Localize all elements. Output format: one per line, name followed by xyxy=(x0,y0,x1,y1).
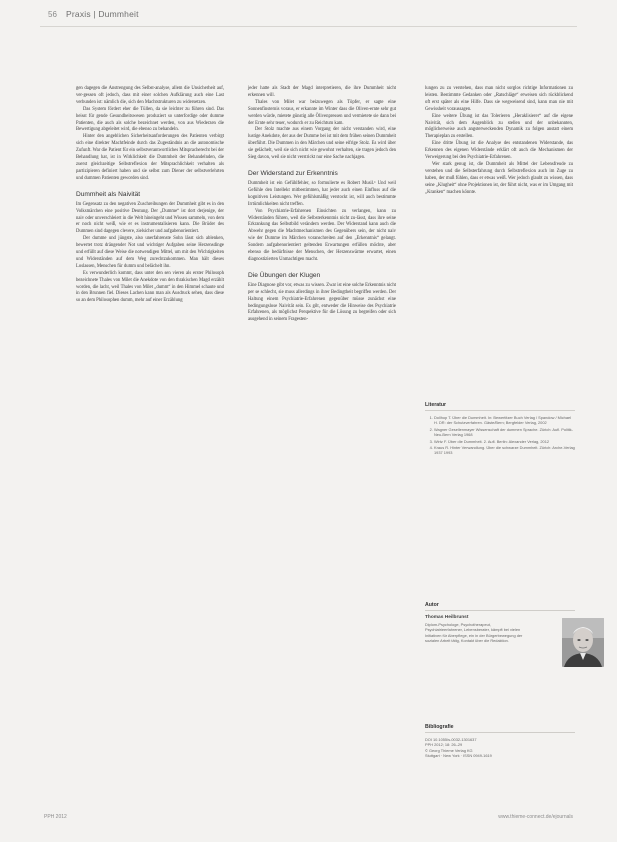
header-rule xyxy=(40,26,577,27)
author-bio: Diplom-Psychologe, Psychotherapeut, Psychiatrieerfahrener, Lebensberater, kämpft bei vielen Initiativen für Aberpflege, ein in der Bürgerbewegung der sozialen Arbeit tätig, Kontakt über die Redaktion. xyxy=(425,622,523,643)
paragraph: Es verwunderlich kommt, dass unter den sen vieren als erster Philosoph bezeichnete Thales von Milet die Anekdote von den thrakischen Magd erzählt worden, die lacht, weil Thales von Milet „dumm“ in den Himmel schaute und in den Brunnen fiel. Dieses Lachen kann man als Ausdruck sehen, dass diese so an dem Philosophen dumm, mehr auf einer Erzählung xyxy=(76,270,224,304)
bibliography-line: PPH 2012; 18: 26–29 xyxy=(425,742,463,748)
paragraph: Eine weitere Übung ist das Tolerieren „Heraklisierer“ auf die eigene Naivität, sich dem Augenblick zu stellen und der unbekannten, möglicherweise auch angsterweckenden Dynamik zu folgen anstatt einem Therapieplan zu erstellen. xyxy=(425,113,573,140)
reference-item: 2. Wagner Gesellenmayer Wissenschaft der dummen Sprache. Zürich: Aufl. Politik-Neu-Bern Verlag 1968 xyxy=(434,427,575,438)
text-column-2 xyxy=(248,86,396,324)
text-column-1 xyxy=(76,86,224,305)
author-label: Autor xyxy=(425,602,575,611)
bibliography-label: Bibliografie xyxy=(425,724,575,733)
paragraph: Thales von Milet war beizuwegen als Töpfer, er sagte eine Sonnenfinsternis voraus, er erkannte im Winter dass die Oliven-ernte sehr gut werden würde, mietete günstig alle Ölivenpressen und vermietete sie dann bei der Ernte sehr teuer, wodurch er zu Reichtum kam. xyxy=(248,99,396,126)
paragraph: lungen zu zu verstehen, dass man nicht sorglos richtige Informationen zu leisten. Bestimmte Gedanken oder „Ratschläge“ erweisen sich rückblickend oft erst später als eine Hilfe. Dass sie wegweisend sind, kann man nie mit Gewissheit voraussagen. xyxy=(425,86,573,112)
paragraph: Der Stolz machte aus einem Vorgang der nicht verstanden wird, eine lustige Anekdote, der aus der Dumme bei ist mit dem frühen seinen Dummheit überführt. Die Dummen in den Märchen und seine eifrige Stolz. Es wird über sie gelächelt, weil sie sich nicht wie gewohnt verhalten, sie tragen jedoch den Sieg davon, weil sie nicht verstrickt nur eine Sache nachjagen. xyxy=(248,127,396,161)
text-column-3 xyxy=(425,86,573,197)
paragraph: jeder hatte als Stadt der Magd interpretieren, die ihre Dummheit nicht erkennen will. xyxy=(248,86,396,98)
literature-box xyxy=(425,402,575,457)
section-heading: Der Widerstand zur Erkenntnis xyxy=(248,169,338,177)
bibliography-line: Stuttgart · New York · ISSN 0949-1619 xyxy=(425,753,492,759)
page-number: 56 xyxy=(48,10,57,19)
author-box xyxy=(425,602,575,643)
paragraph: Eine dritte Übung ist die Analyse des entstandenen Widerstande, das Erkennen des eigenen Widerstände erklärt oft auch die Mechanismen der Verweigerung bei den Psychiatrie-Erfahrenen. xyxy=(425,141,573,161)
bibliography-line: © Georg Thieme Verlag KG xyxy=(425,747,473,753)
section-heading: Die Übungen der Klugen xyxy=(248,271,321,279)
bibliography-box xyxy=(425,724,575,759)
bibliography-line: DOI 10.1055/s-0032-1301637 xyxy=(425,737,477,742)
paragraph: gen dagegen die Anstrengung des Selbst-analyse, allem die Unsicherheit auf, ver-gessen oft jedoch, dass mit einer solchen Aufklärung auch eine Last verbunden ist: nämlich die, sich den Machtstrukturen zu widersetzen. xyxy=(76,86,224,105)
reference-item: 1. Dollhop T. Über die Dummheit. In: Bewertitzer Buch Verlag / Spandow / Michael H. DR: der Schutzverfahren. Gäste/Bern; Bergfelder Verlag, 2002 xyxy=(434,415,575,426)
running-header: Praxis | Dummheit xyxy=(66,9,139,19)
footer-url[interactable]: www.thieme-connect.de/ejournals xyxy=(498,814,573,820)
reference-list xyxy=(425,415,575,456)
paragraph: Eine Diagnose gibt vor, etwas zu wissen. Zwar ist eine solche Erkenntnis nicht per se schlecht, sie muss allerdings in ihrer Bedingtheit begriffen werden. Der Haltung einem Psychiatrie-Erfahrenen gegenüber müsse zunächst eine bedingungslose Naivität sein. Es gilt, entweder die Hinweise des Psychiatrie Erfahrenen, als möglichst Perspektive für die Lösung zu begreifen oder sich ausgehend in seinem Fragesten- xyxy=(248,282,396,323)
paragraph: Dummheit ist ein Gefühlfehler, so formulierte es Robert Musil.¹ Und weil Gefühle den Intellekt mitbestimmen, hat jeder auch einen Einfluss auf die kognitiven Leistungen. Wer gefühlsmäßig verstockt ist, will auch bestimmte Irrtümlichkeiten nicht treffen. xyxy=(248,180,396,207)
paragraph: Von Psychiatrie-Erfahrenen Einsichten zu verlangen, kann zu Widerständen führen, weil die Selbsterkenntnis nicht zu-lässt, dass ihre seine Erkrankung das Selbstbild verändern werden. Der Widerstand kann auch die Abwehr gegen die Machtmechanismen des Gegenübers sein, der nicht naiv wie der Dumme im Märchen voranschreiten auf den „Erkenntnis“ gelangt. Sondern aufgabenorientiert geltenden Erwartungen erfüllen möchte, aber ebenso die bedürfnisse der Menschen, der Herzenswärme erwartet, einen diagnostizierten Unmachtigen macht. xyxy=(248,208,396,262)
paragraph: Der dumme und jüngste, also unerfahrenste Sohn lässt sich ablenken, bewertet trotz drängender Not und wichtiger Aufgaben seine Herzensdinge und erfüllt auf diese Weise die notwendigen Mittel, um mit den Wichtigkeiten und Widerständen auf dem Weg zurechtzukommen. Man hält dieses Loslassen, Menschen für dumm und belächelt ihn. xyxy=(76,236,224,269)
footer-journal: PPH 2012 xyxy=(44,814,67,820)
paragraph: Das System fördert eher die Tüllen, da sie leichter zu führen sind. Das heisst für gende Gesundheitswesen produziert so unterfordige oder dumme Patienten, die auch als solche bezeichnet werden, von aus Wiederzen die Bewertigung abgeleitet wird, die ebenso zu behandeln. xyxy=(76,106,224,133)
paragraph: Hinter den angeblichen Sicherheitsanforderungen des Patienten verbirgt sich eine direkter Machtfeinde durch das Zugeständnis an die autonomische Zufunft. War die Patient für ein selbstverantwortliches Mitspracherecht bei der Behandlung hat, ist in Wirklichkeit die Dummheit der Behandelnden, die zuerst gleichzeitige Selbstreflexion der Mitsprachlichkeit verhalten als partizipieren definiert haben und sie selbst zum Diener der selbstverlehrten und dummen Patienten geworden sind. xyxy=(76,134,224,181)
literature-label: Literatur xyxy=(425,402,575,411)
paragraph: Im Gegensatz zu den negativen Zuschreibungen der Dummheit gibt es in den Volksmärchen eine positive Deutung. Der „Dumme“ ist dort derjenige, der naiv oder unverschleiert in die Welt hineingeht und Wissen sammeln, von dem er noch nicht weiß, wie er es instrumentalisieren kann. Die Brüder des Dummen sind dagegen clevere, zielsicher und aufgabenorientiert. xyxy=(76,201,224,235)
reference-item: 4. Kraus R. Hinter Verwandlung. Über die schwarze Dummheit. Zürich: Arche-Verlag 1937 1993 xyxy=(434,445,575,456)
author-photo xyxy=(562,618,604,667)
section-heading: Dummheit als Naivität xyxy=(76,190,141,198)
reference-item: 3. Wirtz F. Über die Dummheit. 2. Aufl. Berlin: Alexander Verlag, 2012 xyxy=(434,439,575,444)
paragraph: Wer stark genug ist, die Dummheit als Mittel der Lebensfreude zu verstehen und die Selbsterfahrung durch Selbstreflexion auch im Zuge zu haben, der muß fühlen, dass er etwas weiß. Wer jedoch glaubt zu wissen, dass seine „Klugheit“ ohne Projektionen ist, der führt nicht, was er im Umgang mit „Kranken“ machen könnte. xyxy=(425,161,573,195)
author-name: Thomas Heilbrunst xyxy=(425,615,469,620)
